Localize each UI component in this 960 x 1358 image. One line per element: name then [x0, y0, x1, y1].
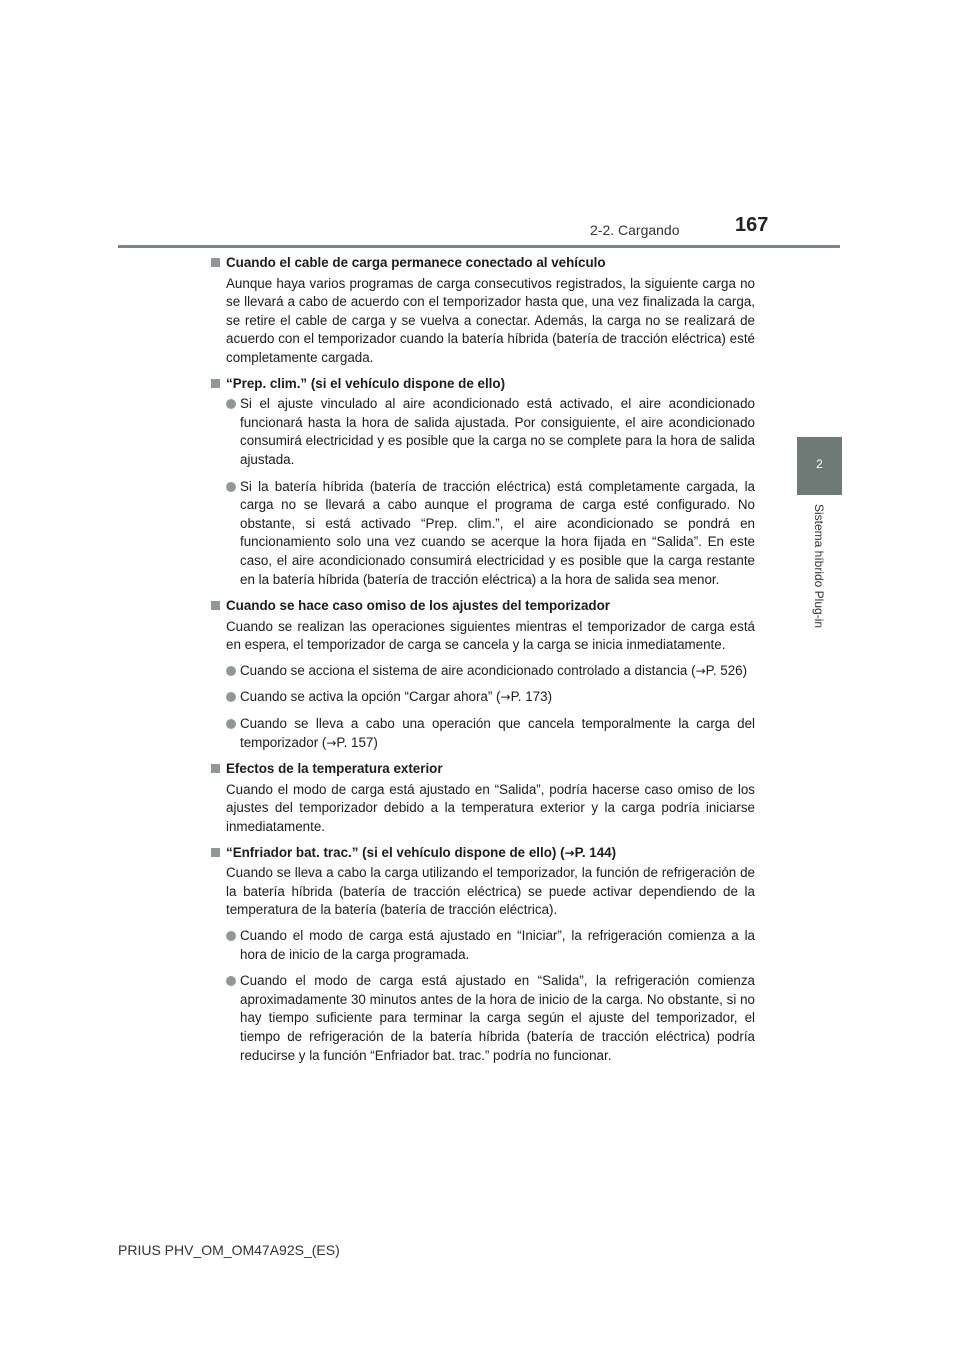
list-item: Cuando el modo de carga está ajustado en “Salida”, la refrigeración comienza aproximadamente 30 minutos antes de la hora de inicio de la carga. No obstante, si no hay tiempo suficiente para terminar la carga según el ajuste del temporizador, el tiempo de refrigeración de la batería híbrida (batería de tracción eléctrica) podría reducirse y la función “Enfriador bat. trac.” podría no funcionar. [210, 972, 755, 1065]
list-item: Cuando el modo de carga está ajustado en “Iniciar”, la refrigeración comienza a la hora de inicio de la carga programada. [210, 927, 755, 964]
main-content [210, 254, 755, 1073]
page-reference-link[interactable]: P. 526 [705, 662, 743, 678]
section-paragraph: Cuando el modo de carga está ajustado en “Salida”, podría hacerse caso omiso de los ajustes del temporizador debido a la temperatura exterior y la carga podría iniciarse inmediatamente. [226, 781, 755, 835]
round-bullet-icon [226, 931, 236, 941]
arrow-right-icon: → [326, 735, 337, 750]
section-outside-temperature [210, 760, 755, 836]
header-divider [118, 245, 840, 248]
arrow-right-icon: → [695, 663, 706, 678]
page-reference-link[interactable]: P. 173 [510, 689, 548, 705]
list-item: Cuando se acciona el sistema de aire acondicionado controlado a distancia (→P. 526) [210, 662, 755, 681]
square-bullet-icon [211, 764, 220, 773]
round-bullet-icon [226, 666, 236, 676]
header-section-title: 2-2. Cargando [590, 222, 680, 238]
section-heading: Cuando se hace caso omiso de los ajustes del temporizador [210, 597, 755, 616]
square-bullet-icon [211, 258, 220, 267]
arrow-right-icon: → [564, 845, 575, 860]
chapter-tab-number: 2 [816, 457, 823, 471]
chapter-side-label: Sistema híbrido Plug-in [812, 503, 826, 629]
section-paragraph: Aunque haya varios programas de carga consecutivos registrados, la siguiente carga no se llevará a cabo de acuerdo con el temporizador hasta que, una vez finalizada la carga, se retire el cable de carga y se vuelva a conectar. Además, la carga no se realizará de acuerdo con el temporizador cuando la batería híbrida (batería de tracción eléctrica) esté completamente cargada. [226, 275, 755, 365]
section-charge-cable-connected [210, 254, 755, 368]
section-heading: “Prep. clim.” (si el vehículo dispone de ello) [210, 375, 755, 394]
section-battery-cooler [210, 844, 755, 1066]
round-bullet-icon [226, 976, 236, 986]
page-reference-link[interactable]: P. 157 [336, 734, 374, 750]
list-item: Cuando se activa la opción “Cargar ahora” (→P. 173) [210, 688, 755, 707]
round-bullet-icon [226, 399, 236, 409]
section-heading: Efectos de la temperatura exterior [210, 760, 755, 779]
arrow-right-icon: → [500, 690, 511, 705]
section-heading: Cuando el cable de carga permanece conectado al vehículo [210, 254, 755, 273]
section-paragraph: Cuando se realizan las operaciones siguientes mientras el temporizador de carga está en espera, el temporizador de carga se cancela y la carga se inicia inmediatamente. [226, 618, 755, 653]
section-prep-clim [210, 375, 755, 590]
square-bullet-icon [211, 601, 220, 610]
section-paragraph: Cuando se lleva a cabo la carga utilizando el temporizador, la función de refrigeración de la batería híbrida (batería de tracción eléctrica) se puede activar dependiendo de la temperatura de la batería (batería de tracción eléctrica). [226, 865, 755, 918]
square-bullet-icon [211, 379, 220, 388]
list-item: Cuando se lleva a cabo una operación que cancela temporalmente la carga del temporizador (→P. 157) [210, 715, 755, 752]
list-item: Si el ajuste vinculado al aire acondicionado está activado, el aire acondicionado funcionará hasta la hora de salida ajustada. Por consiguiente, el aire acondicionado consumirá electricidad y es posible que la carga no se complete para la hora de salida ajustada. [210, 395, 755, 469]
round-bullet-icon [226, 482, 236, 492]
section-timer-overridden [210, 597, 755, 752]
list-item: Si la batería híbrida (batería de tracción eléctrica) está completamente cargada, la carga no se llevará a cabo aunque el programa de carga esté configurado. No obstante, si está activado “Prep. clim.”, el aire acondicionado se pondrá en funcionamiento solo una vez cuando se acerque la hora fijada en “Salida”. En este caso, el aire acondicionado consumirá electricidad y es posible que la carga restante en la batería híbrida (batería de tracción eléctrica) a la hora de salida sea menor. [210, 478, 755, 590]
square-bullet-icon [211, 848, 220, 857]
document-id-footer: PRIUS PHV_OM_OM47A92S_(ES) [118, 1242, 340, 1258]
section-heading: “Enfriador bat. trac.” (si el vehículo dispone de ello) (→P. 144) [210, 844, 755, 863]
chapter-tab [797, 437, 842, 495]
round-bullet-icon [226, 719, 236, 729]
round-bullet-icon [226, 692, 236, 702]
page-number: 167 [735, 214, 769, 236]
page-reference-link[interactable]: P. 144 [574, 844, 612, 860]
